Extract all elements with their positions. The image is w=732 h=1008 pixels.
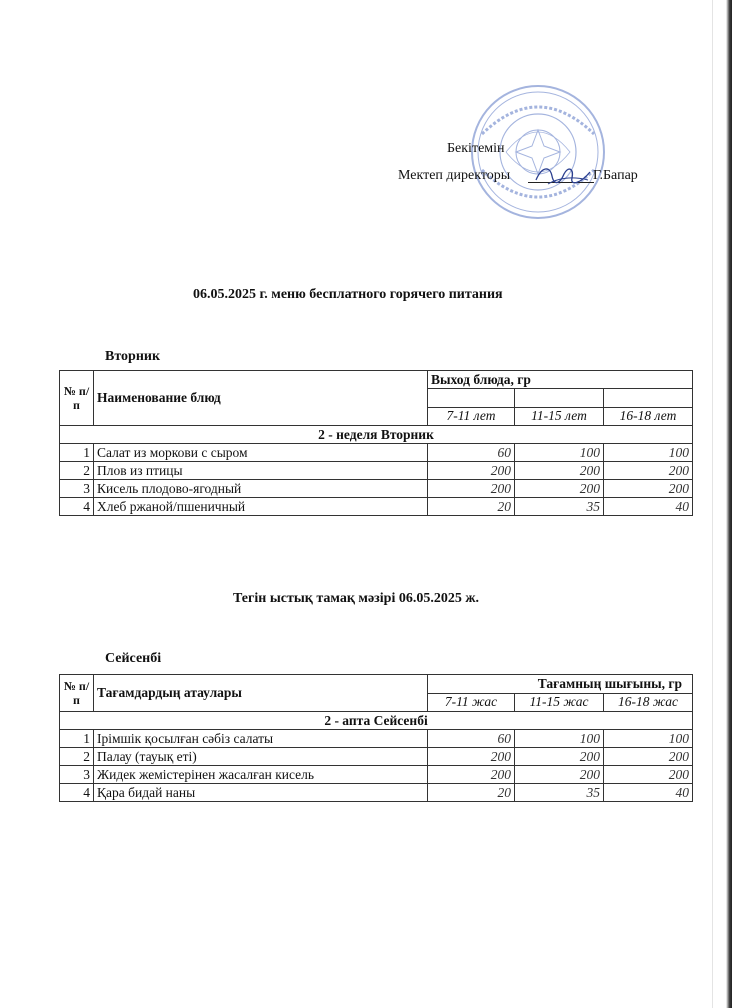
table-row [60,748,693,766]
row-number: 4 [60,498,94,516]
dish-name: Плов из птицы [94,462,428,480]
ru-col-num: № п/п [60,371,94,426]
ru-col-output: Выход блюда, гр [428,371,693,389]
approval-word: Бекітемін [447,141,505,156]
ru-menu-title: 06.05.2025 г. меню бесплатного горячего питания [193,287,503,302]
ru-section-label: 2 - неделя Вторник [60,426,693,444]
portion-value: 200 [428,462,515,480]
kz-day-label: Сейсенбі [105,651,162,666]
portion-value: 100 [604,730,693,748]
table-row [60,480,693,498]
portion-value: 100 [604,444,693,462]
row-number: 2 [60,462,94,480]
table-row [60,784,693,802]
kz-section-label: 2 - апта Сейсенбі [60,712,693,730]
portion-value: 200 [515,766,604,784]
dish-name: Кисель плодово-ягодный [94,480,428,498]
dish-name: Ірімшік қосылған сәбіз салаты [94,730,428,748]
kz-header-row-1 [60,675,693,694]
kz-menu-table [59,674,693,802]
ru-col-name: Наименование блюд [94,371,428,426]
director-name: Г.Бапар [593,168,638,183]
portion-value: 100 [515,730,604,748]
portion-value: 200 [515,462,604,480]
portion-value: 100 [515,444,604,462]
portion-value: 200 [604,480,693,498]
portion-value: 200 [604,766,693,784]
row-number: 4 [60,784,94,802]
portion-value: 35 [515,784,604,802]
row-number: 1 [60,444,94,462]
portion-value: 35 [515,498,604,516]
ru-header-empty-cell [604,389,693,407]
row-number: 3 [60,766,94,784]
scan-dark-edge [726,0,732,1008]
ru-age-3: 16-18 лет [604,407,693,425]
dish-name: Хлеб ржаной/пшеничный [94,498,428,516]
table-row [60,730,693,748]
portion-value: 200 [428,766,515,784]
portion-value: 60 [428,730,515,748]
ru-age-1: 7-11 лет [428,407,515,425]
portion-value: 40 [604,498,693,516]
table-row [60,462,693,480]
kz-age-2: 11-15 жас [515,693,604,712]
kz-age-3: 16-18 жас [604,693,693,712]
ru-header-empty-cell [428,389,515,407]
kz-menu-title: Тегін ыстық тамақ мәзірі 06.05.2025 ж. [233,591,479,606]
director-signature [528,160,598,190]
ru-header-row-1 [60,371,693,389]
portion-value: 20 [428,498,515,516]
portion-value: 200 [428,480,515,498]
portion-value: 60 [428,444,515,462]
ru-age-2: 11-15 лет [515,407,604,425]
dish-name: Жидек жемістерінен жасалған кисель [94,766,428,784]
portion-value: 200 [604,748,693,766]
kz-col-name: Тағамдардың атаулары [94,675,428,712]
ru-section-row [60,426,693,444]
portion-value: 200 [604,462,693,480]
row-number: 1 [60,730,94,748]
kz-section-row [60,712,693,730]
table-row [60,498,693,516]
scan-edge-line [712,0,713,1008]
dish-name: Салат из моркови с сыром [94,444,428,462]
row-number: 3 [60,480,94,498]
row-number: 2 [60,748,94,766]
kz-col-output: Тағамның шығыны, гр [428,675,693,694]
dish-name: Палау (тауық еті) [94,748,428,766]
table-row [60,444,693,462]
portion-value: 40 [604,784,693,802]
kz-age-1: 7-11 жас [428,693,515,712]
ru-header-empty-cell [515,389,604,407]
director-label: Мектеп директоры [398,168,511,183]
portion-value: 200 [515,480,604,498]
ru-menu-table [59,370,693,516]
portion-value: 200 [515,748,604,766]
portion-value: 200 [428,748,515,766]
portion-value: 20 [428,784,515,802]
table-row [60,766,693,784]
ru-day-label: Вторник [105,349,161,364]
kz-col-num: № п/п [60,675,94,712]
dish-name: Қара бидай наны [94,784,428,802]
